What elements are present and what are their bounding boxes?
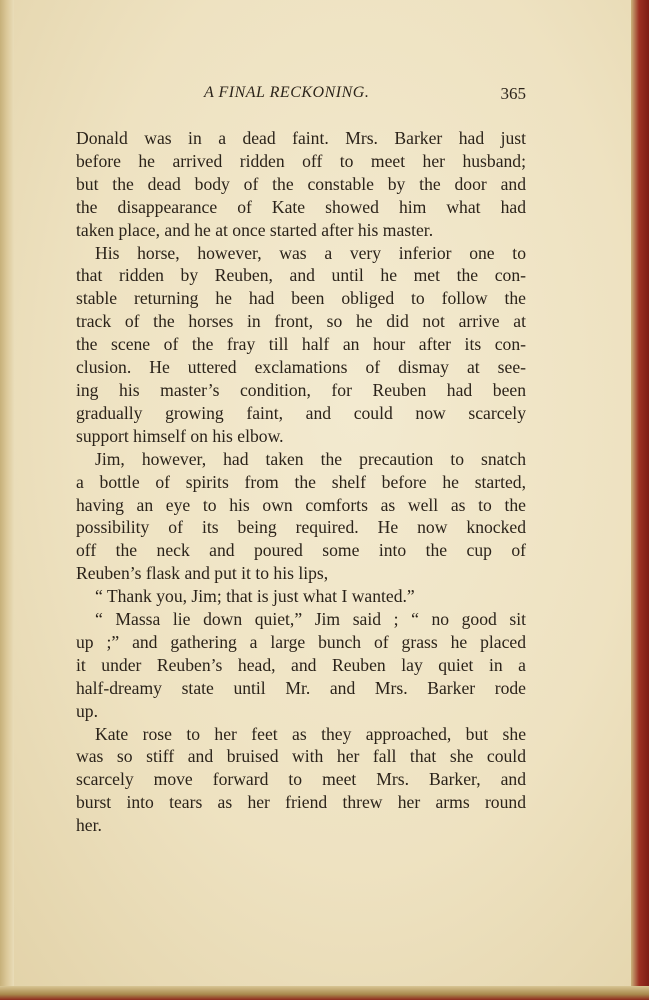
- paragraph: His horse, however, was a very inferior one to: [95, 242, 526, 263]
- paragraph-line: having an eye to his own comforts as well as to the: [76, 494, 526, 515]
- paragraph-line: stable returning he had been obliged to follow the: [76, 288, 526, 309]
- paragraph: “ Massa lie down quiet,” Jim said ; “ no good sit: [95, 609, 526, 630]
- paragraph-line: up.: [76, 700, 98, 721]
- paragraph-line: Reuben’s flask and put it to his lips,: [76, 563, 329, 584]
- paragraph-line: her.: [76, 815, 102, 836]
- paragraph-line: it under Reuben’s head, and Reuben lay quiet in a: [76, 654, 526, 675]
- running-header: [76, 84, 526, 108]
- page-number: 365: [500, 84, 526, 103]
- paragraph-line: burst into tears as her friend threw her arms round: [76, 792, 526, 813]
- paragraph-line: before he arrived ridden off to meet her husband;: [76, 150, 526, 171]
- paragraph: Donald was in a dead faint. Mrs. Barker had just: [76, 128, 526, 148]
- paragraph-line: the disappearance of Kate showed him what had: [76, 196, 526, 217]
- paragraph-line: taken place, and he at once started after his master.: [76, 219, 434, 240]
- paragraph-line: possibility of its being required. He now knocked: [76, 517, 526, 538]
- paragraph-line: the scene of the fray till half an hour after its con-: [76, 334, 526, 355]
- paragraph-line: a bottle of spirits from the shelf before he started,: [76, 471, 526, 492]
- paragraph: Jim, however, had taken the precaution to snatch: [95, 448, 526, 469]
- paragraph-line: was so stiff and bruised with her fall that she could: [76, 746, 526, 767]
- running-title: A FINAL RECKONING.: [204, 84, 370, 101]
- paragraph-line: scarcely move forward to meet Mrs. Barker, and: [76, 769, 526, 790]
- paragraph-line: support himself on his elbow.: [76, 425, 284, 446]
- paragraph-line: ing his master’s condition, for Reuben had been: [76, 379, 526, 400]
- paragraph-line: up ;” and gathering a large bunch of grass he placed: [76, 631, 526, 652]
- paragraph-line: clusion. He uttered exclamations of dismay at see-: [76, 357, 526, 378]
- paragraph-line: track of the horses in front, so he did not arrive at: [76, 311, 526, 332]
- body-text: [76, 127, 526, 837]
- paragraph-line: that ridden by Reuben, and until he met the con-: [76, 265, 526, 286]
- page-edge-bottom: [0, 986, 649, 1000]
- paragraph-line: gradually growing faint, and could now scarcely: [76, 402, 526, 423]
- page-gutter-shadow: [0, 0, 14, 1000]
- paragraph-line: half-dreamy state until Mr. and Mrs. Barker rode: [76, 677, 526, 698]
- paragraph-line: but the dead body of the constable by the door and: [76, 173, 526, 194]
- paragraph: Kate rose to her feet as they approached, but she: [95, 723, 526, 744]
- paragraph-line: off the neck and poured some into the cup of: [76, 540, 526, 561]
- page-edge-right: [631, 0, 649, 1000]
- paragraph: “ Thank you, Jim; that is just what I wanted.”: [95, 586, 415, 607]
